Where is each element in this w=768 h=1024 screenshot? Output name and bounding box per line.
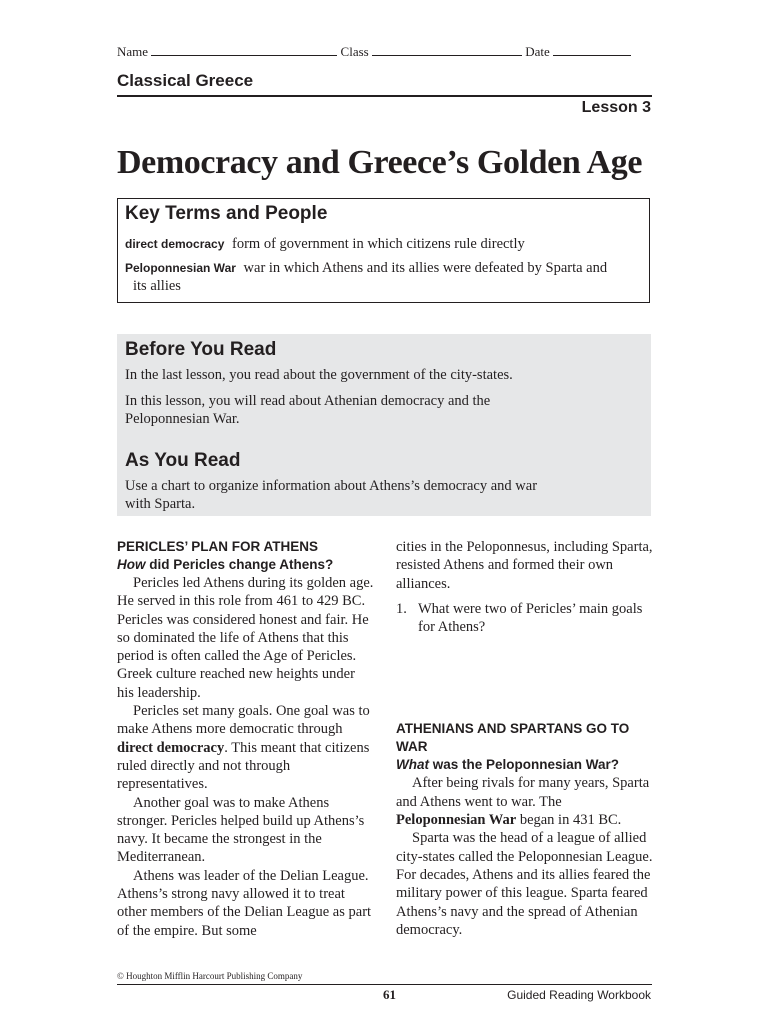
page-number: 61 (383, 987, 396, 1002)
unit-title: Classical Greece (117, 71, 254, 90)
section-heading-war: ATHENIANS AND SPARTANS GO TO WAR (396, 721, 630, 755)
lesson-label: Lesson 3 (581, 99, 651, 116)
paragraph: Pericles led Athens during its golden age. He served in this role from 461 to 429 BC. Pericles was considered honest and fair. He so dominated the life of Athens that this period is often called the Age of Pericles. Greek culture reached new heights under his leadership. (117, 575, 374, 701)
section-heading-pericles: PERICLES’ PLAN FOR ATHENS (117, 539, 319, 554)
key-term-direct-democracy (125, 235, 645, 253)
header-rule (117, 95, 652, 97)
paragraph: After being rivals for many years, Sparta and Athens went to war. The Peloponnesian War began in 431 BC. (396, 775, 650, 829)
key-term-peloponnesian-war (125, 259, 645, 295)
question-text: What were two of Pericles’ main goals for Athens? (418, 600, 643, 636)
paragraph: Athens was leader of the Delian League. Athens’s strong navy allowed it to treat other members of the Delian League as part of the empire. But some (117, 867, 372, 939)
copyright: © Houghton Mifflin Harcourt Publishing Company (117, 971, 303, 981)
date-line (553, 43, 631, 56)
before-you-read-text-2: In this lesson, you will read about Athenian democracy and the Peloponnesian War. (125, 393, 491, 427)
class-line (372, 43, 522, 56)
date-label: Date (525, 44, 550, 59)
paragraph-continued: cities in the Peloponnesus, including Sparta, resisted Athens and formed their own alliances. (396, 539, 653, 592)
term-definition-continued: its allies (133, 278, 181, 294)
paragraph: Sparta was the head of a league of allied city-states called the Peloponnesian League. For decades, Athens and its allies feared the military power of this league. Sparta feared Athens’s navy and the spread of Athenian democracy. (396, 830, 653, 938)
as-you-read-text: Use a chart to organize information about Athens’s democracy and war with Sparta. (125, 478, 538, 512)
question-number: 1. (396, 600, 407, 617)
term-name: direct democracy (125, 237, 225, 251)
name-line (151, 43, 337, 56)
page-title: Democracy and Greece’s Golden Age (117, 144, 643, 181)
term-name: Peloponnesian War (125, 261, 236, 275)
term-definition: war in which Athens and its allies were defeated by Sparta and (243, 260, 608, 276)
question-1 (396, 600, 654, 637)
as-you-read-heading: As You Read (125, 450, 241, 471)
paragraph: Pericles set many goals. One goal was to make Athens more democratic through direct democracy. This meant that citizens ruled directly and not through representatives. (117, 703, 370, 793)
before-you-read-text-1: In the last lesson, you read about the government of the city-states. (125, 367, 513, 383)
key-terms-heading: Key Terms and People (125, 203, 328, 224)
answer-space (396, 636, 654, 720)
footer-rule (117, 984, 652, 985)
section-question-war: What was the Peloponnesian War? (396, 757, 620, 773)
workbook-title: Guided Reading Workbook (507, 988, 651, 1002)
paragraph: Another goal was to make Athens stronger. Pericles helped build up Athens’s navy. It became the strongest in the Mediterranean. (117, 794, 365, 866)
section-question-pericles: How did Pericles change Athens? (117, 557, 334, 572)
class-label: Class (340, 44, 369, 59)
before-you-read-heading: Before You Read (125, 339, 277, 360)
right-column (396, 538, 654, 939)
left-column (117, 538, 375, 940)
term-definition: form of government in which citizens rule directly (232, 236, 525, 252)
name-label: Name (117, 44, 149, 59)
student-info-row (117, 43, 651, 60)
